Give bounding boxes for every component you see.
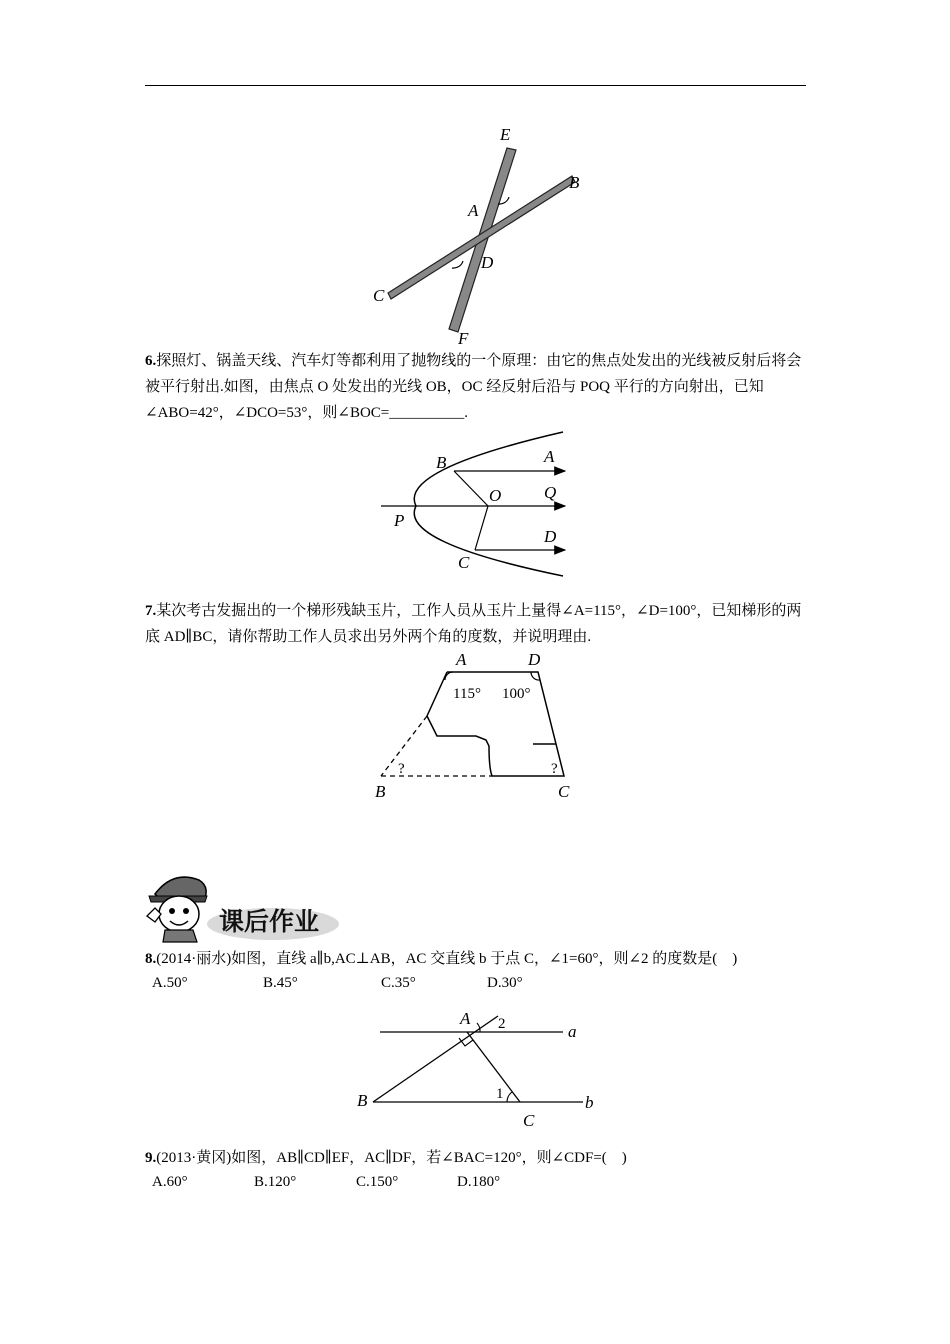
question-text: (2014·丽水)如图，直线 a∥b,AC⊥AB，AC 交直线 b 于点 C，∠1=60°，则∠2 的度数是( ) bbox=[156, 951, 738, 967]
option-c[interactable]: C.35° bbox=[381, 975, 416, 991]
figure-intersecting-rods bbox=[360, 120, 600, 345]
question-number: 8. bbox=[145, 951, 157, 967]
label-a: A bbox=[456, 650, 467, 669]
rod-cb bbox=[388, 176, 575, 299]
label-c: C bbox=[458, 553, 470, 572]
segment-ob bbox=[454, 471, 488, 506]
question-8-options bbox=[152, 972, 523, 994]
label-line-b: b bbox=[585, 1093, 594, 1112]
question-6 bbox=[145, 348, 807, 426]
option-c[interactable]: C.150° bbox=[356, 1174, 399, 1190]
question-9-options bbox=[152, 1171, 500, 1193]
angle-a-value: 115° bbox=[453, 686, 481, 702]
option-a[interactable]: A.60° bbox=[152, 1174, 188, 1190]
label-e: E bbox=[500, 125, 511, 144]
segment-ac bbox=[467, 1032, 520, 1102]
label-c: C bbox=[373, 286, 385, 305]
label-line-a: a bbox=[568, 1022, 577, 1041]
label-p: P bbox=[394, 511, 405, 530]
figure-parallel-lines-right-angle bbox=[355, 1002, 605, 1132]
angle-2-label: 2 bbox=[498, 1016, 506, 1032]
header-rule bbox=[145, 85, 806, 86]
label-b: B bbox=[436, 453, 447, 472]
label-b: B bbox=[569, 173, 580, 192]
edge-ab-solid bbox=[427, 672, 447, 716]
question-8 bbox=[145, 946, 807, 972]
label-d: D bbox=[481, 253, 494, 272]
label-a-point: A bbox=[460, 1009, 471, 1028]
jade-outline bbox=[427, 672, 564, 776]
cartoon-boy-icon bbox=[147, 877, 207, 942]
question-number: 9. bbox=[145, 1150, 157, 1166]
label-d: D bbox=[544, 527, 557, 546]
question-number: 6. bbox=[145, 353, 157, 369]
segment-oc bbox=[475, 506, 488, 550]
label-o: O bbox=[489, 486, 502, 505]
label-d: D bbox=[528, 650, 541, 669]
label-a: A bbox=[468, 201, 479, 220]
angle-arc-1 bbox=[507, 1092, 512, 1102]
banner-title: 课后作业 bbox=[219, 907, 320, 936]
option-b[interactable]: B.45° bbox=[263, 975, 298, 991]
angle-1-label: 1 bbox=[496, 1086, 504, 1102]
option-a[interactable]: A.50° bbox=[152, 975, 188, 991]
homework-banner bbox=[143, 866, 343, 944]
question-text: 某次考古发掘出的一个梯形残缺玉片，工作人员从玉片上量得∠A=115°，∠D=100°，已知梯形的两底 AD∥BC，请你帮助工作人员求出另外两个角的度数，并说明理由. bbox=[145, 603, 802, 645]
label-f: F bbox=[458, 329, 469, 345]
label-a: A bbox=[544, 447, 555, 466]
figure-parabola bbox=[378, 430, 578, 580]
label-c-point: C bbox=[523, 1111, 535, 1130]
segment-ab bbox=[373, 1016, 498, 1102]
question-text: (2013·黄冈)如图，AB∥CD∥EF，AC∥DF，若∠BAC=120°，则∠CDF=( ) bbox=[156, 1150, 627, 1166]
label-c: C bbox=[558, 782, 570, 801]
option-d[interactable]: D.180° bbox=[457, 1174, 501, 1190]
angle-d-value: 100° bbox=[502, 686, 531, 702]
angle-arc-d bbox=[452, 261, 463, 268]
label-b: B bbox=[375, 782, 386, 801]
option-b[interactable]: B.120° bbox=[254, 1174, 297, 1190]
unknown-angle-c: ? bbox=[551, 761, 558, 777]
question-9 bbox=[145, 1145, 807, 1171]
question-text: 探照灯、锅盖天线、汽车灯等都利用了抛物线的一个原理：由它的焦点处发出的光线被反射后将会被平行射出.如图，由焦点 O 处发出的光线 OB，OC 经反射后沿与 POQ 平行的方向射出，已知∠ABO=42°，∠DCO=53°，则∠BOC=__________. bbox=[145, 353, 802, 421]
figure-broken-trapezoid bbox=[365, 648, 590, 803]
unknown-angle-b: ? bbox=[398, 761, 405, 777]
label-q: Q bbox=[544, 483, 557, 502]
question-number: 7. bbox=[145, 603, 157, 619]
question-7 bbox=[145, 598, 807, 650]
option-d[interactable]: D.30° bbox=[487, 975, 523, 991]
label-b-point: B bbox=[357, 1091, 368, 1110]
